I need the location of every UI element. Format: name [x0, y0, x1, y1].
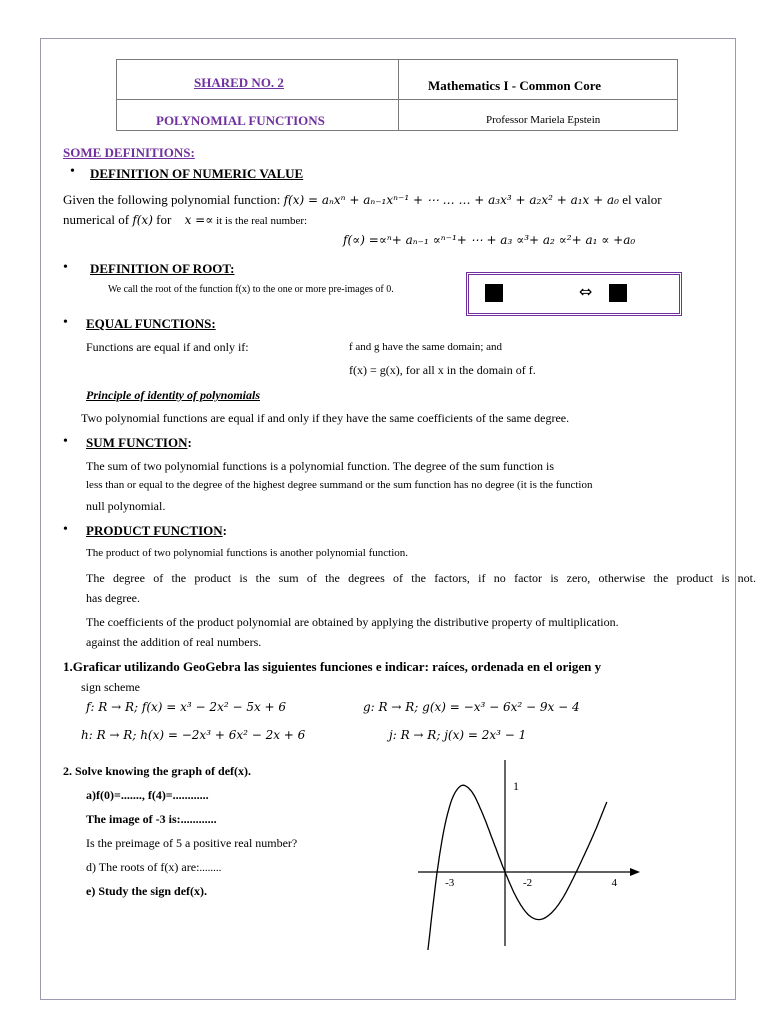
principle-heading: Principle of identity of polynomials	[86, 388, 260, 402]
black-square-icon	[609, 284, 627, 302]
topic-title: POLYNOMIAL FUNCTIONS	[156, 113, 325, 128]
exercise-2-item-b: The image of -3 is:............	[86, 812, 217, 826]
product-line-4: The coefficients of the product polynomial are obtained by applying the distributive property of multiplication.	[86, 615, 619, 629]
some-definitions-heading: SOME DEFINITIONS:	[63, 145, 195, 160]
sum-heading: SUM FUNCTION:	[86, 435, 192, 450]
function-g: g: R → R; g(x) = −x³ − 6x² − 9x − 4	[363, 700, 580, 714]
function-f: f: R → R; f(x) = x³ − 2x² − 5x + 6	[86, 700, 287, 714]
shared-number: SHARED NO. 2	[194, 75, 284, 90]
professor-name: Professor Mariela Epstein	[486, 114, 601, 126]
bullet: •	[63, 260, 68, 275]
exercise-2-item-a: a)f(0)=......., f(4)=............	[86, 788, 209, 802]
exercise-1-title: 1.Graficar utilizando GeoGebra las siguientes funciones e indicar: raíces, ordenada en el origen y	[63, 659, 602, 674]
bullet: •	[63, 522, 68, 537]
equivalence-arrow-icon: ⇔	[579, 282, 593, 301]
x-tick-label-neg2: -2	[523, 877, 533, 889]
product-line-3: has degree.	[86, 591, 140, 605]
product-line-2: The degree of the product is the sum of the degrees of the factors, if no factor is zero, otherwise the product is not.	[86, 571, 756, 585]
x-tick-label-neg3: -3	[445, 877, 455, 889]
function-j: j: R → R; j(x) = 2x³ − 1	[389, 728, 527, 742]
function-graph	[410, 760, 642, 950]
product-line-1: The product of two polynomial functions is another polynomial function.	[86, 547, 408, 559]
root-text: We call the root of the function f(x) to the one or more pre-images of 0.	[108, 284, 394, 295]
bullet: •	[70, 164, 75, 179]
numeric-line-1: Given the following polynomial function: f(x) = aₙxⁿ + aₙ₋₁xⁿ⁻¹ + ⋯ … … + a₃x³ + a₂x² + a₁x + a₀ el valor	[63, 192, 662, 207]
equal-functions-heading: EQUAL FUNCTIONS:	[86, 316, 216, 331]
product-line-5: against the addition of real numbers.	[86, 635, 262, 649]
exercise-2-title: 2. Solve knowing the graph of def(x).	[63, 764, 252, 778]
series-line	[424, 785, 607, 950]
black-square-icon	[485, 284, 503, 302]
sum-line-1: The sum of two polynomial functions is a polynomial function. The degree of the sum function is	[86, 459, 555, 473]
exercise-2-item-d: d) The roots of f(x) are:........	[86, 860, 222, 874]
numeric-formula-2: f(∝) =∝ⁿ+ aₙ₋₁ ∝ⁿ⁻¹+ ⋯ + a₃ ∝³+ a₂ ∝²+ a₁ ∝ +a₀	[343, 233, 636, 247]
bullet: •	[63, 315, 68, 330]
equal-left-text: Functions are equal if and only if:	[86, 340, 249, 354]
equal-condition-2: f(x) = g(x), for all x in the domain of f.	[349, 363, 536, 377]
function-h: h: R → R; h(x) = −2x³ + 6x² − 2x + 6	[81, 728, 306, 742]
root-equivalence-box	[466, 272, 682, 316]
y-tick-label-1: 1	[513, 779, 519, 793]
numeric-value-heading: DEFINITION OF NUMERIC VALUE	[90, 166, 304, 181]
exercise-1-subtitle: sign scheme	[81, 680, 140, 694]
product-heading: PRODUCT FUNCTION:	[86, 523, 227, 538]
numeric-line-2: numerical of f(x) for x =∝ it is the real number:	[63, 212, 308, 227]
root-heading: DEFINITION OF ROOT:	[90, 261, 235, 276]
equal-condition-1: f and g have the same domain; and	[349, 341, 503, 353]
x-tick-label-4: 4	[611, 877, 617, 889]
bullet: •	[63, 434, 68, 449]
course-title: Mathematics I - Common Core	[428, 78, 602, 93]
sum-line-2: less than or equal to the degree of the highest degree summand or the sum function has no degree (it is the function	[86, 479, 593, 491]
x-axis-arrow	[630, 868, 640, 876]
exercise-2-item-c: Is the preimage of 5 a positive real number?	[86, 836, 298, 850]
exercise-2-item-e: e) Study the sign def(x).	[86, 884, 208, 898]
sum-line-3: null polynomial.	[86, 499, 166, 513]
principle-text: Two polynomial functions are equal if and only if they have the same coefficients of the same degree.	[81, 411, 570, 425]
